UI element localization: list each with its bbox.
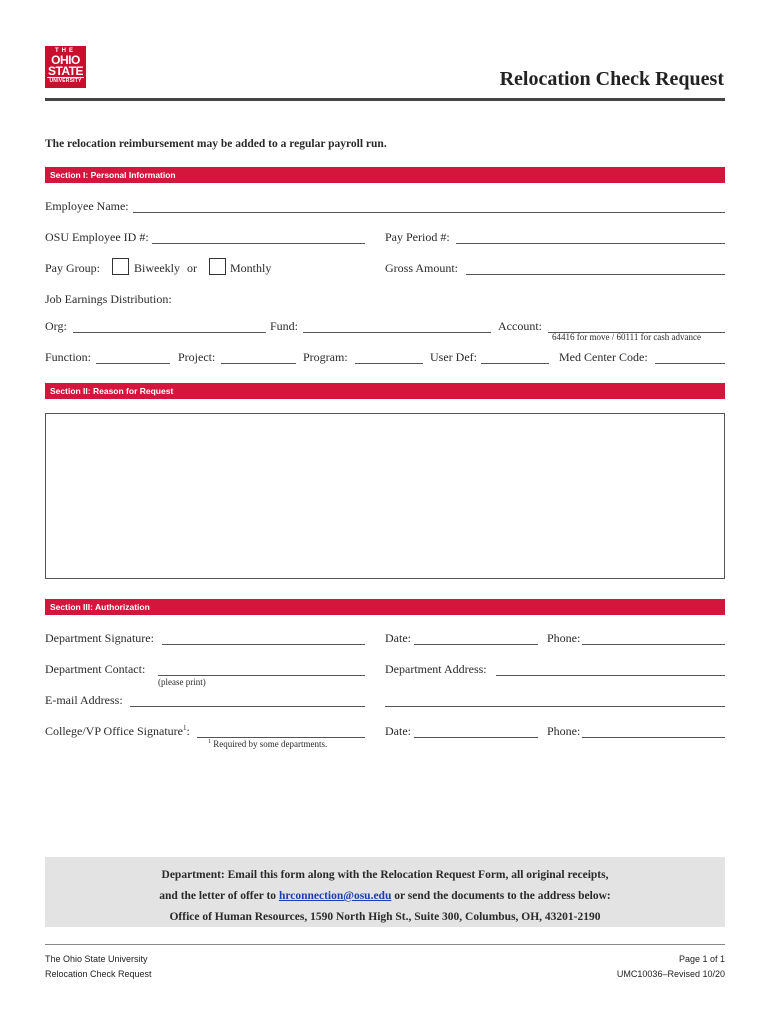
logo-ohio: OHIO xyxy=(51,53,80,67)
footer-left xyxy=(45,952,152,982)
date-field[interactable] xyxy=(414,644,538,645)
employee-name-label: Employee Name: xyxy=(45,199,129,213)
date-label: Date: xyxy=(385,631,411,645)
job-earnings-label: Job Earnings Distribution: xyxy=(45,292,172,306)
account-note: 64416 for move / 60111 for cash advance xyxy=(552,332,702,342)
phone-label: Phone: xyxy=(547,631,581,645)
date-field-2[interactable] xyxy=(414,737,538,738)
footer-right xyxy=(617,952,725,982)
program-field[interactable] xyxy=(355,363,423,364)
phone-field-2[interactable] xyxy=(582,737,725,738)
org-label: Org: xyxy=(45,319,67,333)
notice-line-1: Department: Email this form along with the Relocation Request Form, all original receipts, xyxy=(161,869,609,881)
dept-signature-field[interactable] xyxy=(162,644,365,645)
project-label: Project: xyxy=(178,350,216,364)
or-label: or xyxy=(187,261,197,275)
page-title: Relocation Check Request xyxy=(499,68,724,90)
phone-label-2: Phone: xyxy=(547,724,581,738)
fund-field[interactable] xyxy=(303,332,491,333)
reason-textarea[interactable] xyxy=(45,413,725,579)
employee-name-field[interactable] xyxy=(133,212,725,213)
monthly-checkbox[interactable] xyxy=(209,258,226,275)
dept-address-field[interactable] xyxy=(496,675,725,676)
dept-contact-label: Department Contact: xyxy=(45,662,146,676)
logo-university: UNIVERSITY xyxy=(47,77,84,85)
dept-address-label: Department Address: xyxy=(385,662,487,676)
employee-id-label: OSU Employee ID #: xyxy=(45,230,149,244)
med-center-code-field[interactable] xyxy=(655,363,725,364)
biweekly-checkbox[interactable] xyxy=(112,258,129,275)
intro-text: The relocation reimbursement may be added to a regular payroll run. xyxy=(45,138,387,150)
phone-field[interactable] xyxy=(582,644,725,645)
pay-period-label: Pay Period #: xyxy=(385,230,450,244)
college-signature-field[interactable] xyxy=(197,737,365,738)
function-field[interactable] xyxy=(96,363,170,364)
biweekly-label: Biweekly xyxy=(134,261,180,275)
monthly-label: Monthly xyxy=(230,261,272,275)
project-field[interactable] xyxy=(221,363,296,364)
logo-state: STATE xyxy=(47,64,84,78)
please-print-note: (please print) xyxy=(158,677,206,687)
footer-org: The Ohio State University xyxy=(45,954,148,964)
footer-page-number: Page 1 of 1 xyxy=(678,954,725,964)
dept-contact-field[interactable] xyxy=(158,675,365,676)
org-field[interactable] xyxy=(73,332,266,333)
submission-notice xyxy=(45,857,725,927)
college-signature-label: College/VP Office Signature$^1$: xyxy=(45,724,190,738)
fund-label: Fund: xyxy=(270,319,299,333)
gross-amount-label: Gross Amount: xyxy=(385,261,459,275)
employee-id-field[interactable] xyxy=(152,243,365,244)
section-2-heading: Section II: Reason for Request xyxy=(45,383,725,399)
email-label: E-mail Address: xyxy=(45,693,123,707)
gross-amount-field[interactable] xyxy=(466,274,725,275)
email-field[interactable] xyxy=(130,706,365,707)
pay-group-label: Pay Group: xyxy=(45,261,100,275)
logo-the: THE xyxy=(55,48,76,54)
date-label-2: Date: xyxy=(385,724,411,738)
section-3-heading: Section III: Authorization xyxy=(45,599,725,615)
notice-line-2: and the letter of offer to hrconnection@osu.edu or send the documents to the address below: xyxy=(159,890,611,902)
account-label: Account: xyxy=(498,319,542,333)
footer-revision: UMC10036–Revised 10/20 xyxy=(616,969,725,979)
dept-signature-label: Department Signature: xyxy=(45,631,154,645)
title-rule xyxy=(45,98,725,101)
footer-form-name: Relocation Check Request xyxy=(45,969,152,979)
hr-email-link[interactable]: hrconnection@osu.edu xyxy=(278,890,392,902)
med-center-code-label: Med Center Code: xyxy=(559,350,648,364)
footnote-text: $^1$ Required by some departments. xyxy=(208,739,328,749)
section-1-heading: Section I: Personal Information xyxy=(45,167,725,183)
function-label: Function: xyxy=(45,350,92,364)
notice-line-3: Office of Human Resources, 1590 North High St., Suite 300, Columbus, OH, 43201-2190 xyxy=(169,911,601,923)
user-def-field[interactable] xyxy=(481,363,549,364)
program-label: Program: xyxy=(303,350,348,364)
pay-period-field[interactable] xyxy=(456,243,725,244)
dept-address-line-2[interactable] xyxy=(385,706,725,707)
user-def-label: User Def: xyxy=(430,350,477,364)
footnote-mark: 1 xyxy=(182,724,187,732)
footer-rule xyxy=(45,944,725,945)
osu-logo xyxy=(45,46,86,88)
